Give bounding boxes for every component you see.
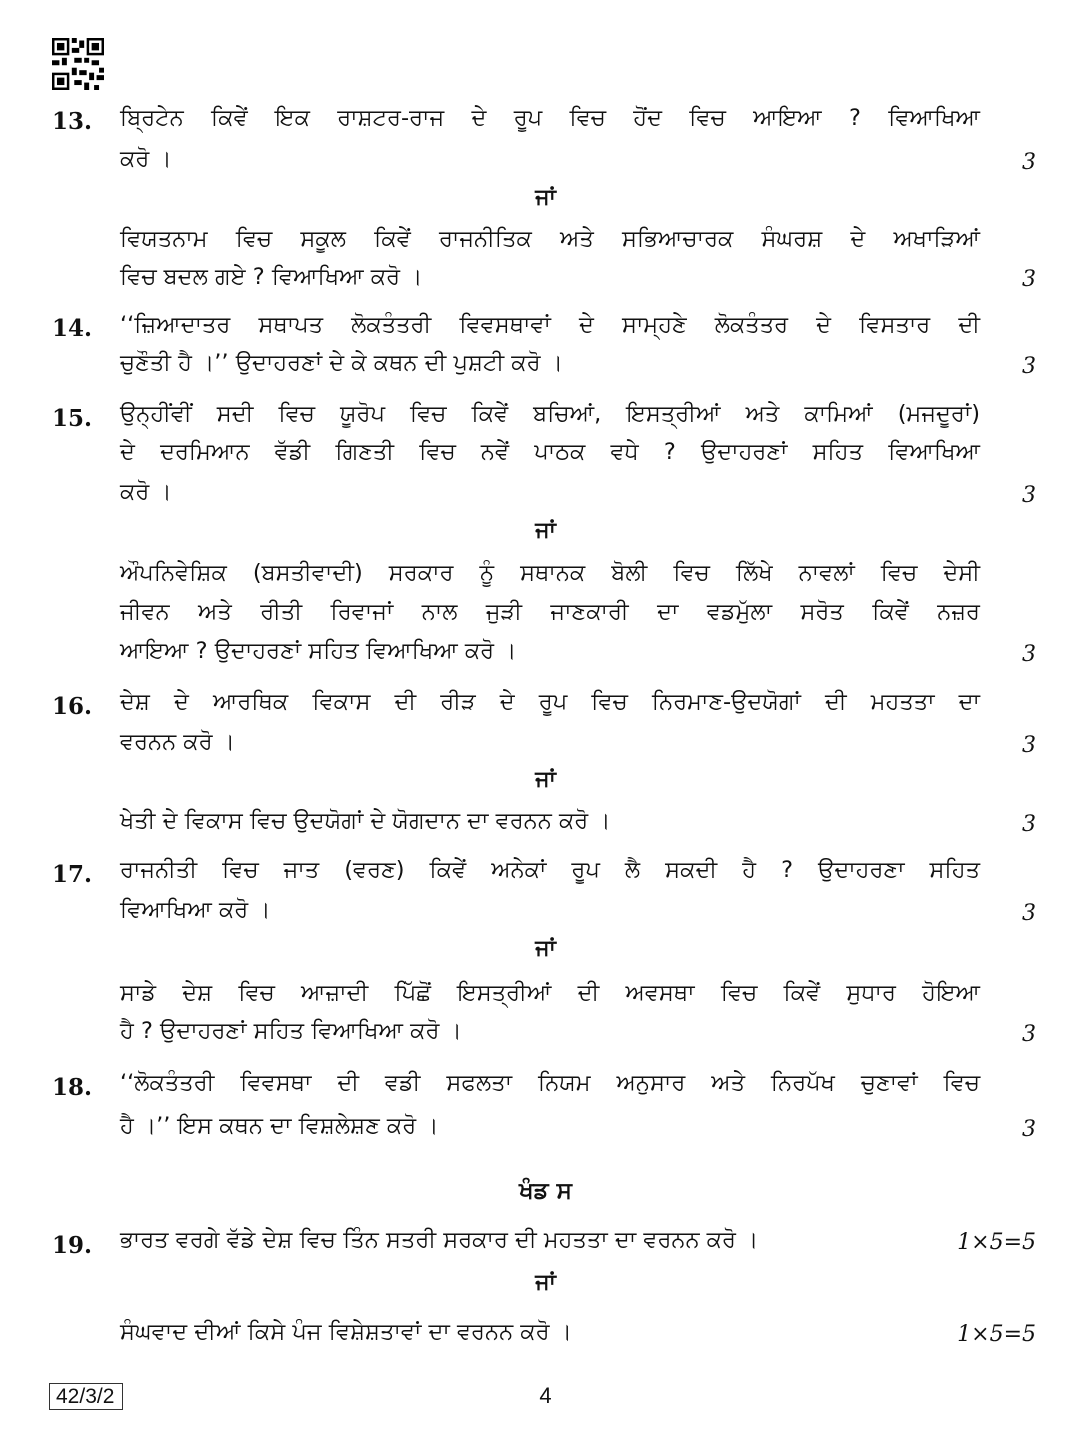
question-text: ‘‘ਲੋਕਤੰਤਰੀ ਵਿਵਸਥਾ ਦੀ ਵਡੀ ਸਫਲਤਾ ਨਿਯਮ ਅਨੁਸਾਰ ਅਤੇ ਨਿਰਪੱਖ ਚੁਣਾਵਾਂ ਵਿਚ	[120, 1070, 980, 1096]
question-number: 16.	[52, 693, 93, 720]
or-label: ਜਾਂ	[535, 518, 556, 543]
marks: 3	[1022, 354, 1036, 379]
alt-question-text: ਔਪਨਿਵੇਸ਼ਿਕ (ਬਸਤੀਵਾਦੀ) ਸਰਕਾਰ ਨੂੰ ਸਥਾਨਕ ਬੋਲੀ ਵਿਚ ਲਿੱਖੇ ਨਾਵਲਾਂ ਵਿਚ ਦੇਸੀ	[120, 560, 980, 586]
question-text: ‘‘ਜ਼ਿਆਦਾਤਰ ਸਥਾਪਤ ਲੋਕਤੰਤਰੀ ਵਿਵਸਥਾਵਾਂ ਦੇ ਸਾਮ੍ਹਣੇ ਲੋਕਤੰਤਰ ਦੇ ਵਿਸਤਾਰ ਦੀ	[120, 312, 980, 338]
alt-question-text: ਸਾਡੇ ਦੇਸ਼ ਵਿਚ ਆਜ਼ਾਦੀ ਪਿੱਛੋਂ ਇਸਤ੍ਰੀਆਂ ਦੀ ਅਵਸਥਾ ਵਿਚ ਕਿਵੇਂ ਸੁਧਾਰ ਹੋਇਆ	[120, 980, 980, 1006]
question-number: 17.	[52, 861, 93, 888]
question-text: ਕਰੋ ।	[120, 479, 172, 505]
question-number: 15.	[52, 405, 93, 432]
question-text: ਰਾਜਨੀਤੀ ਵਿਚ ਜਾਤ (ਵਰਣ) ਕਿਵੇਂ ਅਨੇਕਾਂ ਰੂਪ ਲੈ ਸਕਦੀ ਹੈ ? ਉਦਾਹਰਣਾ ਸਹਿਤ	[120, 857, 980, 883]
or-label: ਜਾਂ	[535, 1270, 556, 1295]
marks: 3	[1022, 267, 1036, 292]
section-title: ਖੰਡ ਸ	[519, 1178, 572, 1204]
alt-question-text: ਖੇਤੀ ਦੇ ਵਿਕਾਸ ਵਿਚ ਉਦਯੋਗਾਂ ਦੇ ਯੋਗਦਾਨ ਦਾ ਵਰਨਨ ਕਰੋ ।	[120, 808, 611, 834]
question-text: ਉਨ੍ਹੀਂਵੀਂ ਸਦੀ ਵਿਚ ਯੂਰੋਪ ਵਿਚ ਕਿਵੇਂ ਬਚਿਆਂ, ਇਸਤ੍ਰੀਆਂ ਅਤੇ ਕਾਮਿਆਂ (ਮਜਦੂਰਾਂ)	[120, 401, 980, 427]
question-number: 18.	[52, 1074, 93, 1101]
alt-question-text: ਆਇਆ ? ਉਦਾਹਰਣਾਂ ਸਹਿਤ ਵਿਆਖਿਆ ਕਰੋ ।	[120, 638, 517, 664]
alt-question-text: ਹੈ ? ਉਦਾਹਰਣਾਂ ਸਹਿਤ ਵਿਆਖਿਆ ਕਰੋ ।	[120, 1018, 462, 1044]
marks: 1×5=5	[957, 1230, 1036, 1255]
or-label: ਜਾਂ	[535, 767, 556, 792]
paper-code: 42/3/2	[49, 1383, 123, 1410]
page-number: 4	[539, 1383, 552, 1408]
question-text: ਦੇਸ਼ ਦੇ ਆਰਥਿਕ ਵਿਕਾਸ ਦੀ ਰੀੜ ਦੇ ਰੂਪ ਵਿਚ ਨਿਰਮਾਣ-ਉਦਯੋਗਾਂ ਦੀ ਮਹਤਤਾ ਦਾ	[120, 689, 980, 715]
question-text: ਭਾਰਤ ਵਰਗੇ ਵੱਡੇ ਦੇਸ਼ ਵਿਚ ਤਿੰਨ ਸਤਰੀ ਸਰਕਾਰ ਦੀ ਮਹਤਤਾ ਦਾ ਵਰਨਨ ਕਰੋ ।	[120, 1227, 759, 1253]
marks: 3	[1022, 1022, 1036, 1047]
question-number: 14.	[52, 315, 93, 342]
alt-question-text: ਜੀਵਨ ਅਤੇ ਰੀਤੀ ਰਿਵਾਜਾਂ ਨਾਲ ਜੁੜੀ ਜਾਣਕਾਰੀ ਦਾ ਵਡਮੁੱਲਾ ਸਰੋਤ ਕਿਵੇਂ ਨਜ਼ਰ	[120, 599, 980, 625]
question-number: 19.	[52, 1232, 93, 1259]
question-number: 13.	[52, 108, 93, 135]
marks: 1×5=5	[957, 1322, 1036, 1347]
question-text: ਹੈ ।’’ ਇਸ ਕਥਨ ਦਾ ਵਿਸ਼ਲੇਸ਼ਣ ਕਰੋ ।	[120, 1113, 439, 1139]
question-text: ਚੁਣੌਤੀ ਹੈ ।’’ ਉਦਾਹਰਣਾਂ ਦੇ ਕੇ ਕਥਨ ਦੀ ਪੁਸ਼ਟੀ ਕਰੋ ।	[120, 350, 563, 376]
question-text: ਵਿਆਖਿਆ ਕਰੋ ।	[120, 897, 271, 923]
marks: 3	[1022, 733, 1036, 758]
question-text: ਦੇ ਦਰਮਿਆਨ ਵੱਡੀ ਗਿਣਤੀ ਵਿਚ ਨਵੇਂ ਪਾਠਕ ਵਧੇ ? ਉਦਾਹਰਣਾਂ ਸਹਿਤ ਵਿਆਖਿਆ	[120, 439, 980, 465]
alt-question-text: ਵਿਯਤਨਾਮ ਵਿਚ ਸਕੂਲ ਕਿਵੇਂ ਰਾਜਨੀਤਿਕ ਅਤੇ ਸਭਿਆਚਾਰਕ ਸੰਘਰਸ਼ ਦੇ ਅਖਾੜਿਆਂ	[120, 226, 980, 252]
marks: 3	[1022, 642, 1036, 667]
marks: 3	[1022, 1117, 1036, 1142]
or-label: ਜਾਂ	[535, 185, 556, 210]
question-text: ਵਰਨਨ ਕਰੋ ।	[120, 729, 235, 755]
alt-question-text: ਵਿਚ ਬਦਲ ਗਏ ? ਵਿਆਖਿਆ ਕਰੋ ।	[120, 264, 423, 290]
marks: 3	[1022, 150, 1036, 175]
question-text: ਕਰੋ ।	[120, 146, 172, 172]
question-text: ਬ੍ਰਿਟੇਨ ਕਿਵੇਂ ਇਕ ਰਾਸ਼ਟਰ-ਰਾਜ ਦੇ ਰੂਪ ਵਿਚ ਹੋਂਦ ਵਿਚ ਆਇਆ ? ਵਿਆਖਿਆ	[120, 105, 980, 131]
qr-code-icon	[52, 38, 104, 90]
marks: 3	[1022, 483, 1036, 508]
alt-question-text: ਸੰਘਵਾਦ ਦੀਆਂ ਕਿਸੇ ਪੰਜ ਵਿਸ਼ੇਸ਼ਤਾਵਾਂ ਦਾ ਵਰਨਨ ਕਰੋ ।	[120, 1319, 572, 1345]
marks: 3	[1022, 812, 1036, 837]
or-label: ਜਾਂ	[535, 936, 556, 961]
marks: 3	[1022, 901, 1036, 926]
